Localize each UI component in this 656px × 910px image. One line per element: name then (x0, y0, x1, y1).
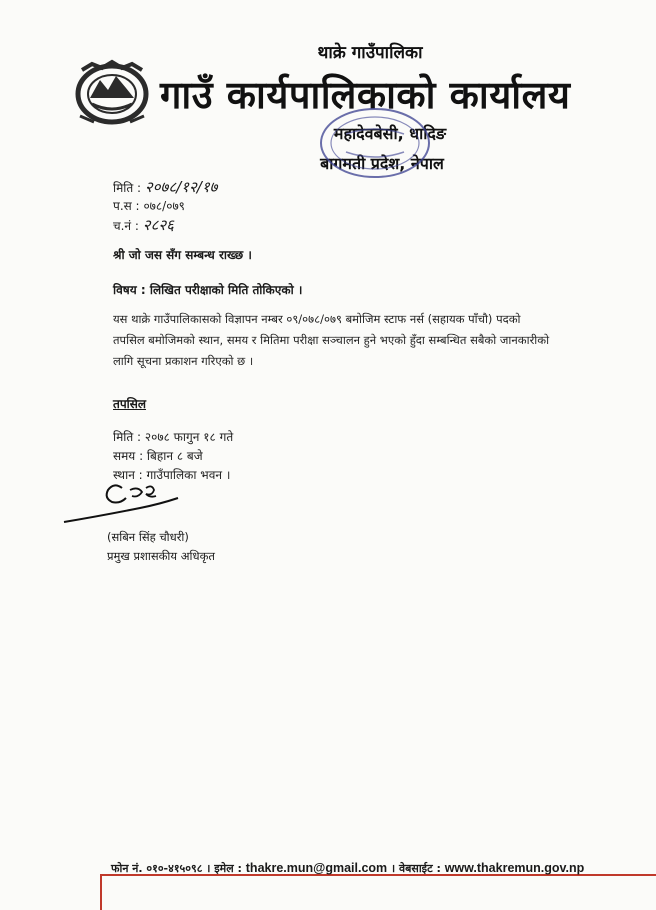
municipality-name: थाक्रे गाउँपालिका (317, 43, 423, 63)
exam-date: मिति : २०७८ फागुन १८ गते (113, 430, 234, 444)
nepal-emblem-icon (72, 58, 152, 128)
letter-ps (113, 197, 185, 214)
signature-icon (60, 476, 190, 528)
recipient-line: श्री जो जस सँग सम्बन्ध राख्छ । (113, 248, 252, 262)
exam-place: स्थान : गाउँपालिका भवन । (113, 468, 231, 482)
date-value: २०७८/१२/१७ (144, 178, 218, 196)
subject-line: विषय : लिखित परीक्षाको मिति तोकिएको । (113, 283, 303, 297)
footer-website-label: । वेबसाईट : (391, 862, 441, 875)
chn-label: च.नं : (113, 219, 139, 233)
date-label: मिति : (113, 181, 142, 195)
body-line-3: लागि सूचना प्रकाशन गरिएको छ । (113, 354, 254, 368)
letter-date (113, 177, 217, 197)
footer-email: thakre.mun@gmail.com (245, 861, 388, 875)
details-heading: तपसिल (113, 397, 147, 411)
ps-label: प.स : (113, 199, 140, 213)
exam-time: समय : बिहान ८ बजे (113, 449, 203, 463)
ps-value: ०७८/०७९ (143, 199, 185, 213)
address-line-2: बागमती प्रदेश, नेपाल (320, 154, 444, 173)
body-line-2: तपसिल बमोजिमको स्थान, समय र मितिमा परीक्षा सञ्चालन हुने भएको हुँदा सम्बन्धित सबैको जानकारीको (113, 333, 550, 347)
footer-phone: फोन नं. ०१०-४१५०९८ । इमेल : (111, 862, 242, 875)
signer-name: (सबिन सिंह चौधरी) (107, 530, 189, 544)
official-stamp-icon (316, 104, 434, 182)
footer-website: www.thakremun.gov.np (444, 861, 585, 875)
footer-rule-vertical (100, 874, 102, 910)
body-line-1: यस थाक्रे गाउँपालिकासको विज्ञापन नम्बर ०९/०७८/०७९ बमोजिम स्टाफ नर्स (सहायक पाँचौ) पदको (113, 312, 521, 326)
chn-value: २८२६ (142, 216, 174, 234)
letter-chn (113, 215, 174, 235)
address-line-1: महादेवबेसी, धादिङ (333, 124, 447, 143)
signer-title: प्रमुख प्रशासकीय अधिकृत (107, 549, 215, 563)
footer-contact (111, 861, 584, 876)
office-title: गाउँ कार्यपालिकाको कार्यालय (160, 73, 571, 117)
